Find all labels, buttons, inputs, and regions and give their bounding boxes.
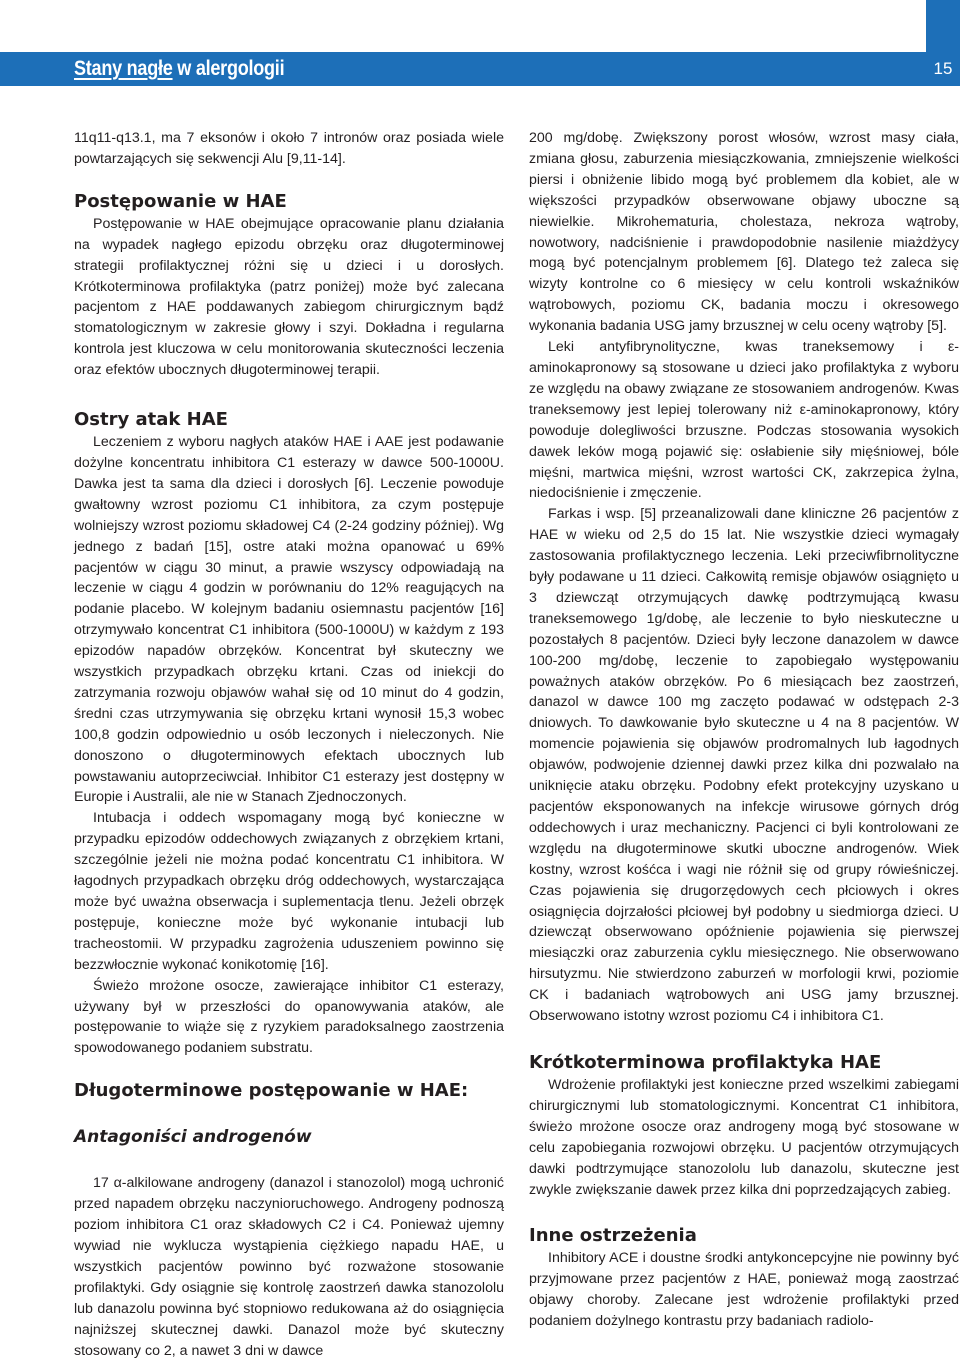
paragraph: Farkas i wsp. [5] przeanalizowali dane kliniczne 26 pacjentów z HAE w wieku od 2,5 do 15 lat. Nie wszystkie dzieci wymagały zastosowania profilaktycznego leczenia. Leki przeciwfibrnolityczne były podawane u 11 dzieci. Całkowitą remisje objawów osiągnięto u 3 dziewcząt otrzymujących dawkę podtrzymującą kwasu traneksemowego 1g/dobę, ale leczenie to było nieskuteczne u pozostałych 8 pacjentów. Dzieci były leczone danazolem w dawce 100-200 mg/dobę, leczenie to zapobiegało występowaniu poważnych ataków obrzęków. Po 6 miesiącach bez zaostrzeń, danazol w dawce 100 mg zaczęto podawać w odstępach 2-3 dniowych. To dawkowanie było skuteczne u 4 na 8 pacjentów. W momencie pojawienia się objawów prodromalnych lub łagodnych objawów, podwojenie dziennej dawki przez kilka dni pozwalało na uniknięcie ataku obrzęku. Podobny efekt protekcyjny uzyskano u pacjentów eksponowanych na infekcje wirusowe górnych dróg oddechowych i uraz mechaniczny. Pacjenci ci byli kontrolowani ze względu na długoterminowe skutki uboczne androgenów. Wiek kostny, wzrost kośćca i wagi nie różnił się od grupy rówieśniczej. Czas pojawienia się drugorzędowych cech płciowych i okres osiągnięcia dojrzałości płciowej był podobny u siedmiorga dzieci. U dziewcząt obserwowano opóźnienie pojawienia się pierwszej miesiączki oraz zaburzenia cyklu miesięcznego. Nie obserwowano hirsutyzmu. Nie stwierdzono zaburzeń w morfologii krwi, poziomie CK i badaniach wątrobowych ani USG jamy brzusznej. Obserwowano istotny wzrost poziomu C4 i inhibitora C1. <box>529 506 959 1025</box>
left-column <box>74 128 504 1359</box>
running-header-title-part1: Stany nagłe <box>74 57 173 80</box>
running-header-title <box>74 52 284 86</box>
paragraph: Świeżo mrożone osocze, zawierające inhibitor C1 esterazy, używany był w przeszłości do opanowywania ataków, ale postępowanie to wiąże się z ryzykiem paradoksalnego zaostrzenia spowodowanego podaniem substratu. <box>74 977 504 1057</box>
right-column <box>529 128 959 1332</box>
page-number: 15 <box>933 59 953 78</box>
heading-ostry-atak: Ostry atak HAE <box>74 409 228 431</box>
paragraph-continuation: 11q11-q13.1, ma 7 eksonów i około 7 intronów oraz posiada wiele powtarzających się sekwencji Alu [9,11-14]. <box>74 130 504 167</box>
running-header-title-part2: w alergologii <box>172 57 285 80</box>
paragraph: Leki antyfibrynolityczne, kwas traneksemowy i ε-aminokapronowy są stosowane u dzieci jako profilaktyka z wyboru ze względu na obawy związane ze stosowaniem androgenów. Kwas traneksemowy jest lepiej tolerowany niż ε-aminokapronowy, który powoduje dolegliwości brzuszne. Podczas stosowania wysokich dawek leków mogą pojawić się: osłabienie siły mięśniowej, bóle mięśni, martwica mięśni, wzrost wartości CK, zakrzepica żylna, niedociśnienie i zmęczenie. <box>529 339 959 502</box>
heading-krotkoterminowa: Krótkoterminowa profilaktyka HAE <box>529 1051 882 1073</box>
paragraph-continuation: 200 mg/dobę. Zwiększony porost włosów, wzrost masy ciała, zmiana głosu, zaburzenia miesiączkowania, zmniejszenie wielkości piersi i obniżenie libido mogą być problemem dla kobiet, ale w większości przypadków obserwowane objawy uboczne są niewielkie. Mikrohematuria, cholestaza, nekroza wątroby, nowotwory, nadciśnienie i prawdopodobnie nasilenie miażdżycy mogą być potencjalnym problemem [6]. Dlatego też zaleca się wizyty kontrolne co 6 miesięcy w celu kontroli wskaźników wątrobowych, poziomu CK, badania moczu i okresowego wykonania badania USG jamy brzusznej w celu oceny wątroby [5]. <box>529 130 959 335</box>
heading-dlugoterminowe: Długoterminowe postępowanie w HAE: <box>74 1080 469 1102</box>
subheading-antagonisci: Antagoniści androgenów <box>74 1127 312 1148</box>
paragraph: Intubacja i oddech wspomagany mogą być konieczne w przypadku epizodów oddechowych związanych z obrzękiem krtani, szczególnie jeżeli nie można podać koncentratu C1 inhibitora. W łagodnych przypadkach obrzęku dróg oddechowych, wystarczająca może być uważna obserwacja i suplementacja tlenu. Jeżeli obrzęk postępuje, konieczne może być wykonanie intubacji lub tracheostomii. W przypadku zagrożenia uduszeniem powinno się bezzwłocznie wykonać konikotomię [16]. <box>74 810 504 973</box>
heading-postepowanie: Postępowanie w HAE <box>74 190 287 212</box>
paragraph: Inhibitory ACE i doustne środki antykoncepcyjne nie powinny być przyjmowane przez pacjentów z HAE, ponieważ mogą zaostrzać objawy choroby. Zalecane jest wdrożenie profilaktyki przed podaniem dożylnego kontrastu przy badaniach radiolo- <box>529 1250 959 1330</box>
heading-inne-ostrzezenia: Inne ostrzeżenia <box>529 1225 697 1247</box>
paragraph: Wdrożenie profilaktyki jest konieczne przed wszelkimi zabiegami chirurgicznymi lub stomatologicznymi. Koncentrat C1 inhibitora, świeżo mrożone osocze oraz androgeny mogą być stosowane w celu zapobiegania rozwojowi obrzęku. U pacjentów otrzymujących dawki podtrzymujące stanozololu lub danazolu, skuteczne jest zwykle zwiększanie dawek przez kilka dni poprzedzających zabieg. <box>529 1076 959 1198</box>
paragraph: 17 α-alkilowane androgeny (danazol i stanozolol) mogą uchronić przed napadem obrzęku naczynioruchowego. Androgeny podnoszą poziom inhibitora C1 oraz składowych C2 i C4. Ponieważ ujemny wywiad nie wyklucza wystąpienia ciężkiego napadu HAE, u wszystkich pacjentów powinno być rozważone stosowanie profilaktyki. Gdy osiągnie się kontrolę zaostrzeń dawka stanozololu lub danazolu powinna być stopniowo redukowana aż do osiągnięcia najniższej skutecznej dawki. Danazol może być skuteczny stosowany co 2, a nawet 3 dni w dawce <box>74 1175 504 1359</box>
paragraph: Postępowanie w HAE obejmujące opracowanie planu działania na wypadek nagłego epizodu obrzęku oraz długoterminowej strategii profilaktycznej różni się u dzieci i u dorosłych. Krótkoterminowa profilaktyka (patrz poniżej) może być zalecana pacjentom z HAE poddawanych zabiegom chirurgicznym bądź stomatologicznym w zakresie głowy i szyi. Dokładna i regularna kontrola jest kluczowa w celu monitorowania skuteczności leczenia oraz efektów ubocznych długoterminowej terapii. <box>74 215 504 379</box>
paragraph: Leczeniem z wyboru nagłych ataków HAE i AAE jest podawanie dożylne koncentratu inhibitora C1 esterazy w dawce 500-1000U. Dawka jest ta sama dla dzieci i dorosłych [6]. Leczenie powoduje gwałtowny wzrost poziomu C1 inhibitora, za czym postępuje wolniejszy wzrost poziomu składowej C4 (2-24 godziny później). Wg jednego z badań [15], ostre ataki można opanować u 69% pacjentów w ciągu 30 minut, a prawie wszyscy odpowiadają na leczenie w ciągu 4 godzin w porównaniu do 12% reagujących na podanie placebo. W kolejnym badaniu osiemnastu pacjentów [16] otrzymywało koncentrat C1 inhibitora (500-1000U) w każdym z 193 epizodów napadów obrzęków. Koncentrat był skuteczny we wszystkich przypadkach obrzęku krtani. Czas od iniekcji do zatrzymania rozwoju objawów wahał się od 10 minut do 4 godzin, średni czas utrzymywania się obrzęku krtani wynosił 15,3 wobec 100,8 godzin odpowiednio u osób leczonych i nieleczonych. Nie donoszono o długoterminowych efektach ubocznych lub powstawaniu autoprzeciwciał. Inhibitor C1 esterazy jest dostępny w Europie i Australii, ale nie w Stanach Zjednoczonych. <box>74 434 504 806</box>
